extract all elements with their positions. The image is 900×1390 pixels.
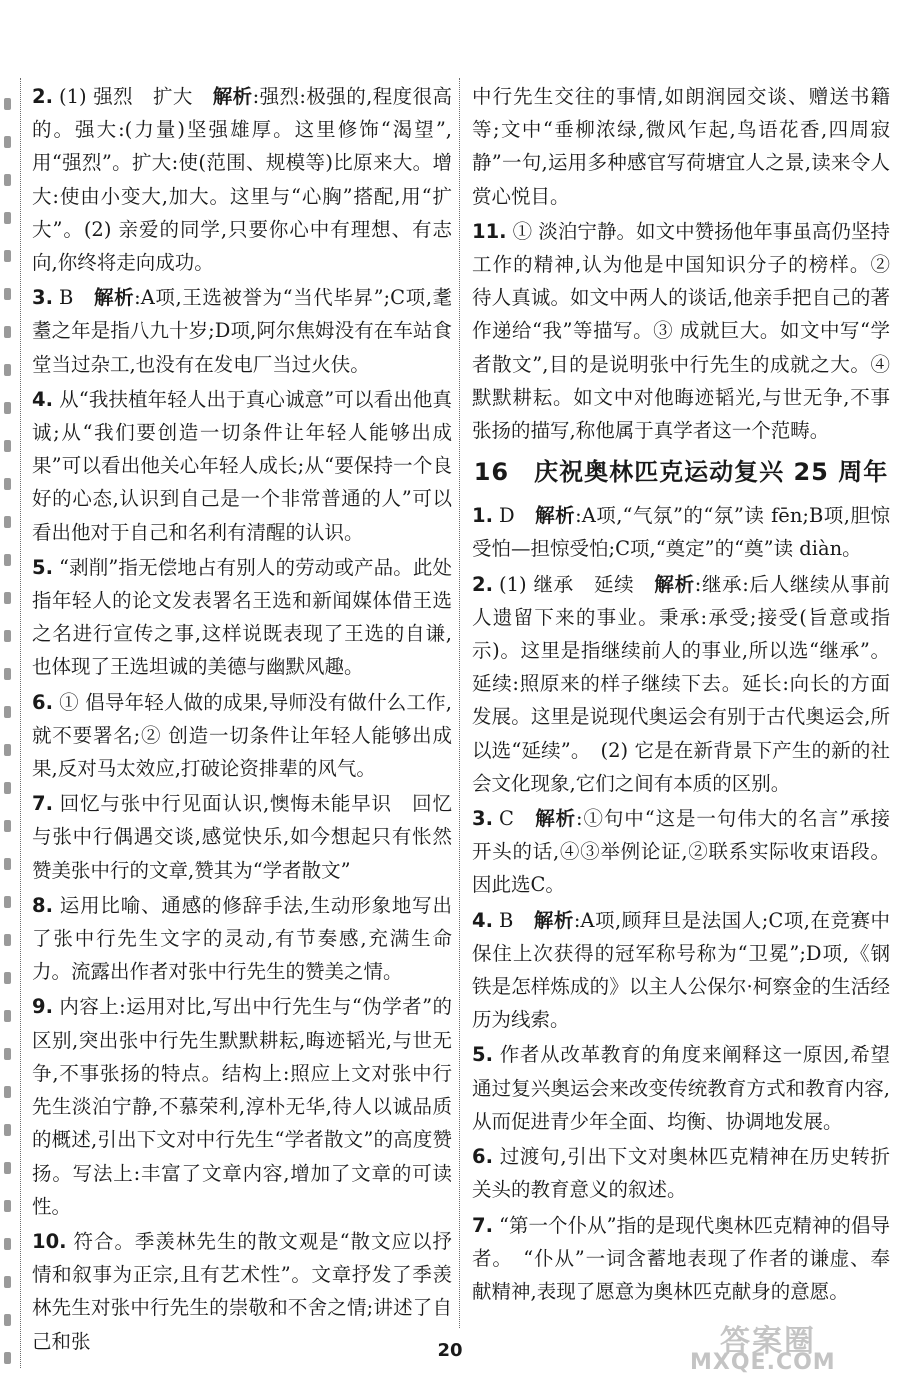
answer-text: 过渡句,引出下文对奥林匹克精神在历史转折关头的教育意义的叙述。	[472, 1145, 890, 1202]
answer-number: 9.	[32, 995, 53, 1019]
analysis-label: 解析	[535, 504, 576, 528]
answer-number: 3.	[472, 807, 493, 831]
margin-mark	[4, 250, 11, 262]
margin-mark	[4, 934, 11, 946]
margin-mark	[4, 554, 11, 566]
margin-mark	[4, 212, 11, 224]
answer-item	[472, 215, 890, 447]
answer-item	[32, 551, 452, 684]
margin-mark	[4, 782, 11, 794]
answer-number: 6.	[472, 1145, 493, 1169]
margin-mark	[4, 1314, 11, 1326]
answer-analysis-text: :强烈:极强的,程度很高的。强大:(力量)坚强雄厚。这里修饰“渴望”,用“强烈”。扩大:使(范围、规模等)比原来大。增大:使由小变大,加大。这里与“心胸”搭配,用“扩大”。(2) 亲爱的同学,只要你心中有理想、有志向,你终将走向成功。	[32, 85, 452, 275]
answer-number: 6.	[32, 690, 53, 714]
answer-item	[472, 904, 890, 1037]
margin-mark	[4, 1048, 11, 1060]
left-column	[32, 80, 472, 1360]
answer-number: 4.	[472, 908, 493, 932]
answer-text: C	[498, 807, 536, 831]
answer-text: ① 淡泊宁静。如文中赞扬他年事虽高仍坚持工作的精神,认为他是中国知识分子的榜样。② 待人真诚。如文中两人的谈话,他亲手把自己的著作递给“我”等描写。③ 成就巨大。如文中写“学者散文”,目的是说明张中行先生的成就之大。④ 默默耕耘。如文中对他晦迹韬光,与世无争,不事张扬的描写,称他属于真学者这一个范畴。	[472, 219, 890, 443]
answer-item	[32, 383, 452, 549]
analysis-label: 解析	[533, 908, 574, 932]
answer-text: D	[498, 504, 536, 528]
watermark-logo	[680, 1316, 876, 1380]
answer-item	[32, 787, 472, 887]
answer-analysis-text: :继承:后人继续从事前人遗留下来的事业。秉承:承受;接受(旨意或指示)。这里是指继续前人的事业,所以选“继承”。延续:照原来的样子继续下去。延长:向长的方面发展。这里是说现代奥运会有别于古代奥运会,所以选“延续”。 (2) 它是在新背景下产生的新的社会文化现象,它们之间有本质的区别。	[472, 572, 890, 795]
margin-mark	[4, 972, 11, 984]
answer-item	[472, 802, 890, 902]
margin-mark	[4, 1200, 11, 1212]
answer-item	[32, 1225, 452, 1358]
margin-mark	[4, 98, 11, 110]
margin-mark	[4, 1276, 11, 1288]
answer-text: 内容上:运用对比,写出中行先生与“伪学者”的区别,突出张中行先生默默耕耘,晦迹韬光,与世无争,不事张扬的特点。结构上:照应上文对张中行先生淡泊宁静,不慕荣利,淳朴无华,待人以诚品质的概述,引出下文对中行先生“学者散文”的高度赞扬。写法上:丰富了文章内容,增加了文章的可读性。	[32, 995, 452, 1218]
answer-item	[32, 686, 452, 786]
answer-text: 作者从改革教育的角度来阐释这一原因,希望通过复兴奥运会来改变传统教育方式和教育内容,从而促进青少年全面、均衡、协调地发展。	[472, 1043, 890, 1133]
answer-item	[32, 281, 452, 381]
section-title: 16 庆祝奥林匹克运动复兴 25 周年	[473, 458, 889, 487]
margin-mark	[4, 440, 11, 452]
answer-text: “剥削”指无偿地占有别人的劳动或产品。此处指年轻人的论文发表署名王选和新闻媒体借王选之名进行宣传之事,这样说既表现了王选的自谦,也体现了王选坦诚的美德与幽默风趣。	[32, 555, 452, 679]
answer-number: 10.	[32, 1229, 67, 1253]
answer-number: 7.	[472, 1213, 493, 1237]
answer-number: 4.	[32, 387, 53, 411]
answer-text: (1) 强烈 扩大	[58, 85, 213, 108]
right-column-top	[472, 80, 890, 447]
answer-number: 1.	[472, 504, 493, 528]
margin-mark	[4, 1086, 11, 1098]
answer-number: 11.	[472, 219, 507, 243]
answer-number: 5.	[472, 1043, 493, 1067]
answer-item	[472, 499, 890, 565]
margin-mark	[4, 1010, 11, 1022]
margin-mark	[4, 668, 11, 680]
margin-mark	[4, 288, 11, 300]
margin-mark	[4, 592, 11, 604]
margin-mark	[4, 820, 11, 832]
answer-text: (1) 继承 延续	[498, 572, 655, 596]
answer-text: 符合。季羡林先生的散文观是“散文应以抒情和叙事为正宗,且有艺术性”。文章抒发了季羡林先生对张中行先生的崇敬和不舍之情;讲述了自己和张	[32, 1229, 452, 1353]
margin-mark	[4, 326, 11, 338]
answer-item	[472, 80, 890, 213]
margin-mark	[4, 744, 11, 756]
margin-mark	[4, 402, 11, 414]
answer-analysis-text: :①句中“这是一句伟大的名言”承接开头的话,④③举例论证,②联系实际收束语段。因此选C。	[472, 807, 890, 897]
answer-item	[32, 990, 452, 1222]
watermark-url: MXQE.COM	[690, 1350, 836, 1375]
margin-mark	[4, 136, 11, 148]
answer-text: B	[498, 908, 534, 932]
answer-number: 2.	[32, 85, 53, 108]
answer-item	[472, 1140, 890, 1206]
answer-number: 8.	[32, 893, 53, 917]
answer-number: 3.	[32, 286, 53, 310]
answer-item	[32, 80, 452, 279]
analysis-label: 解析	[535, 807, 577, 831]
margin-mark	[4, 858, 11, 870]
margin-mark	[4, 1124, 11, 1136]
answer-number: 5.	[32, 555, 53, 579]
margin-mark	[4, 896, 11, 908]
margin-mark	[4, 1238, 11, 1250]
answer-item	[472, 568, 890, 800]
margin-mark	[4, 706, 11, 718]
answer-text: 回忆与张中行见面认识,懊悔未能早识 回忆与张中行偶遇交谈,感觉快乐,如今想起只有怅然 赞美张中行的文章,赞其为“学者散文”	[32, 792, 472, 882]
margin-mark	[4, 1162, 11, 1174]
answer-number: 2.	[472, 572, 493, 596]
answer-item	[472, 1209, 890, 1309]
margin-mark	[4, 630, 11, 642]
binding-margin-rule	[20, 78, 21, 1368]
answer-item	[472, 1038, 890, 1138]
answer-text: 中行先生交往的事情,如朗润园交谈、赠送书籍等;文中“垂柳浓绿,微风乍起,鸟语花香,四周寂静”一句,运用多种感官写荷塘宜人之景,读来令人赏心悦目。	[472, 85, 890, 208]
answer-analysis-text: :A项,王选被誉为“当代毕昇”;C项,耄耋之年是指八九十岁;D项,阿尔焦姆没有在车站食堂当过杂工,也没有在发电厂当过火伕。	[32, 286, 452, 376]
answer-text: 运用比喻、通感的修辞手法,生动形象地写出了张中行先生文字的灵动,有节奏感,充满生命力。流露出作者对张中行先生的赞美之情。	[32, 893, 452, 984]
analysis-label: 解析	[654, 572, 695, 596]
margin-mark	[4, 364, 11, 376]
margin-mark	[4, 478, 11, 490]
binding-margin-marks	[0, 78, 16, 1378]
answer-text: 从“我扶植年轻人出于真心诚意”可以看出他真诚;从“我们要创造一切条件让年轻人能够出成果”可以看出他关心年轻人成长;从“要保持一个良好的心态,认识到自己是一个非常普通的人”可以看出他对于自己和名利有清醒的认识。	[32, 387, 452, 544]
answer-text: ① 倡导年轻人做的成果,导师没有做什么工作,就不要署名;② 创造一切条件让年轻人能够出成果,反对马太效应,打破论资排辈的风气。	[32, 690, 452, 781]
column-divider	[459, 78, 460, 1328]
answer-text: B	[58, 286, 94, 310]
answer-analysis-text: :A项,“气氛”的“氛”读 fēn;B项,胆惊受怕—担惊受怕;C项,“奠定”的“奠”读 diàn。	[472, 504, 890, 561]
answer-text: “第一个仆从”指的是现代奥林匹克精神的倡导者。 “仆从”一词含蓄地表现了作者的谦虚、奉献精神,表现了愿意为奥林匹克献身的意愿。	[472, 1213, 890, 1303]
answer-analysis-text: :A项,顾拜旦是法国人;C项,在竞赛中保住上次获得的冠军称号称为“卫冕”;D项,《钢铁是怎样炼成的》以主人公保尔·柯察金的生活经历为线索。	[472, 908, 890, 1032]
answer-item	[32, 889, 452, 989]
watermark-logo-text: 答案圈	[720, 1324, 816, 1359]
page-number: 20	[437, 1340, 463, 1361]
right-column	[472, 80, 890, 1310]
analysis-label: 解析	[93, 286, 135, 310]
answer-number: 7.	[32, 792, 53, 816]
margin-mark	[4, 516, 11, 528]
margin-mark	[4, 174, 11, 186]
analysis-label: 解析	[212, 85, 253, 108]
right-column-bottom	[472, 499, 890, 1308]
